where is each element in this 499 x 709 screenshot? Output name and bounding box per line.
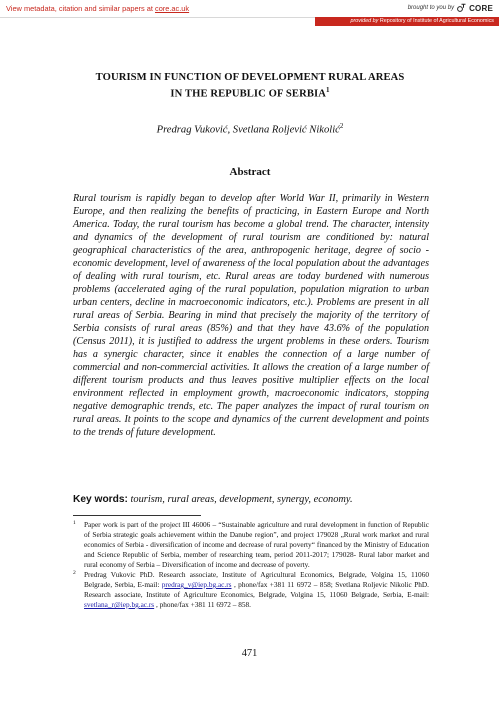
paper-title	[40, 71, 460, 101]
page-number: 471	[241, 648, 258, 659]
author-names: Predrag Vuković, Svetlana Roljević Nikolić	[156, 124, 340, 136]
abstract-body: Rural tourism is rapidly began to develop after World War II, primarily in Western Europe, and then realizing the benefits of practicing, in Eastern Europe and North America. Today, the rural tourism has become a global trend. The character, intensity and dynamics of the development of rural tourism are conditioned by: natural geographical characteristics of the area, anthropogenic heritage, degree of socio - economic development, level of awareness of the local population about the advantages of dealing with rural tourism, etc. Rural areas are today burdened with numerous problems (accelerated aging of the rural population, population migration to urban urban centers, decline in macroeconomic indicators, etc.). Problems are present in all rural areas of Serbia. Bearing in mind that precisely the majority of the territory of Serbia consists of rural areas (85%) and that they have 43.6% of the population (Census 2011), it is justified to address the urgent problems in these orders. Tourism has a synergic character, since it enables the connection of a large number of commercial and non-commercial activities. It allows the creation of a large number of different tourism products and thus leaves positive multiplier effects on the local environment reflected in employment growth, macroeconomic indicators, stopping negative demographic trends, etc. The paper analyzes the impact of rural tourism on rural areas. It points to the scope and dynamics of the current development and points to the trends of future development.	[73, 193, 429, 438]
email-link-vukovic[interactable]: predrag_v@iep.bg.ac.rs	[161, 580, 232, 589]
footnote-2-mark: 2	[73, 570, 76, 576]
brought-by-text: brought to you by	[407, 5, 455, 11]
footnotes	[73, 520, 429, 610]
provided-by-source: Repository of Institute of Agricultural Economics	[379, 18, 494, 24]
provided-by-bar[interactable]	[315, 17, 499, 26]
keywords-terms: tourism, rural areas, development, synergy, economy.	[130, 494, 353, 505]
footnote-1-text: Paper work is part of the project III 46006 – “Sustainable agriculture and rural development in function of Republic of Serbia strategic goals achievement within the Danube region”, and project 179028 „Rural work market and rural economics of Serbia - diversification of income and decrease of rural poverty“ financed by the Ministry of Education and Science Republic of Serbia, member of researching team, period 2011-2017; 179028- Rural labor market and rural economy of Serbia – Diversification of income and decrease of poverty.	[84, 520, 429, 569]
title-line-2	[40, 84, 460, 101]
core-header-bar	[0, 0, 499, 18]
author-footnote-mark: 2	[339, 122, 344, 130]
core-logo-icon	[457, 3, 466, 13]
email-link-roljevic[interactable]: svetlana_r@iep.bg.ac.rs	[84, 600, 155, 609]
view-metadata-prefix: View metadata, citation and similar papers at	[6, 4, 155, 13]
footnote-2-text-b: , phone/fax +381 11 6972 – 858; Svetlana Roljevic Nikolic PhD. Research associate, Institute of Agriculture Economics, Belgrade, Volgina 15, 11060 Belgrade, Serbia, E-mail:	[84, 580, 430, 599]
keywords-line	[73, 494, 429, 505]
core-logo-text: CORE	[469, 3, 493, 13]
core-link[interactable]: core.ac.uk	[155, 4, 190, 13]
abstract-heading: Abstract	[229, 166, 271, 178]
view-metadata-text	[6, 4, 189, 13]
author-line	[40, 122, 460, 136]
title-line-1: TOURISM IN FUNCTION OF DEVELOPMENT RURAL AREAS	[95, 72, 405, 83]
footnote-divider	[73, 515, 201, 516]
keywords-label: Key words:	[73, 494, 128, 505]
provided-by-prefix: provided by	[350, 18, 379, 24]
footnote-2	[73, 570, 429, 610]
footnote-1	[73, 520, 429, 570]
footnote-1-mark: 1	[73, 520, 76, 526]
title-line-2-text: IN THE REPUBLIC OF SERBIA	[170, 88, 326, 100]
footnote-2-text-c: , phone/fax +381 11 6972 – 858.	[154, 600, 252, 609]
footnote-2-text-a: Predrag Vukovic PhD. Research associate, Institute of Agricultural Economics, Belgrade, Volgina 15, 11060 Belgrade, Serbia, E-mail:	[84, 570, 429, 589]
title-footnote-mark: 1	[325, 86, 330, 94]
brought-by-block[interactable]	[408, 3, 493, 13]
